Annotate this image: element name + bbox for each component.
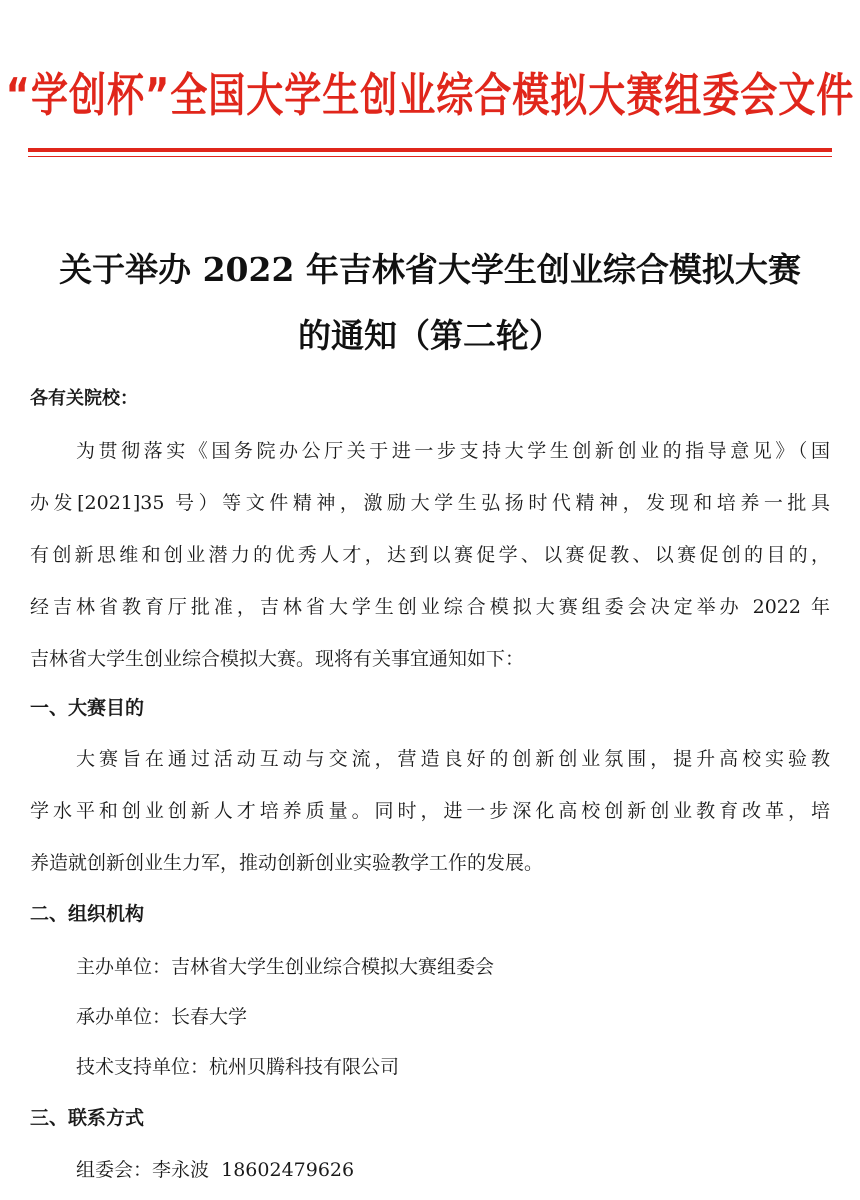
contact-row xyxy=(76,1156,354,1184)
host-row xyxy=(76,1003,247,1031)
section-2-heading: 二、组织机构 xyxy=(30,903,145,925)
intro-line-2: 办发[2021]35 号）等文件精神，激励大学生弘扬时代精神，发现和培养一批具 xyxy=(30,492,830,514)
intro-line-5: 吉林省大学生创业综合模拟大赛。现将有关事宜通知如下： xyxy=(30,648,525,670)
intro-line-3: 有创新思维和创业潜力的优秀人才，达到以赛促学、以赛促教、以赛促创的目的， xyxy=(30,544,830,566)
organizer-row xyxy=(76,953,494,981)
section-3-heading: 三、联系方式 xyxy=(30,1107,145,1129)
section-1-line-2: 学水平和创业创新人才培养质量。同时，进一步深化高校创新创业教育改革，培 xyxy=(30,800,830,822)
host-label: 承办单位： xyxy=(76,1006,172,1028)
document-title-line-2: 的通知（第二轮） xyxy=(298,316,562,355)
organizer-value: 吉林省大学生创业综合模拟大赛组委会 xyxy=(171,956,495,978)
salutation: 各有关院校： xyxy=(30,388,138,409)
contact-name: 李永波 xyxy=(152,1159,210,1181)
masthead-title: “学创杯”全国大学生创业综合模拟大赛组委会文件 xyxy=(5,68,855,122)
contact-label: 组委会： xyxy=(76,1159,153,1181)
intro-line-1: 为贯彻落实《国务院办公厅关于进一步支持大学生创新创业的指导意见》（国 xyxy=(76,440,830,462)
support-value: 杭州贝腾科技有限公司 xyxy=(209,1056,400,1078)
host-value: 长春大学 xyxy=(171,1006,248,1028)
intro-line-4: 经吉林省教育厅批准，吉林省大学生创业综合模拟大赛组委会决定举办 2022 年 xyxy=(30,596,830,618)
organizer-label: 主办单位： xyxy=(76,956,172,978)
section-1-heading: 一、大赛目的 xyxy=(30,697,145,719)
document-title-line-1: 关于举办 2022 年吉林省大学生创业综合模拟大赛 xyxy=(59,250,801,289)
masthead-rule-thick xyxy=(28,148,832,152)
support-label: 技术支持单位： xyxy=(76,1056,210,1078)
masthead-rule-thin xyxy=(28,156,832,157)
section-1-line-3: 养造就创新创业生力军，推动创新创业实验教学工作的发展。 xyxy=(30,852,544,874)
section-1-line-1: 大赛旨在通过活动互动与交流，营造良好的创新创业氛围，提升高校实验教 xyxy=(76,748,830,770)
support-row xyxy=(76,1053,399,1081)
contact-phone: 18602479626 xyxy=(221,1159,355,1181)
